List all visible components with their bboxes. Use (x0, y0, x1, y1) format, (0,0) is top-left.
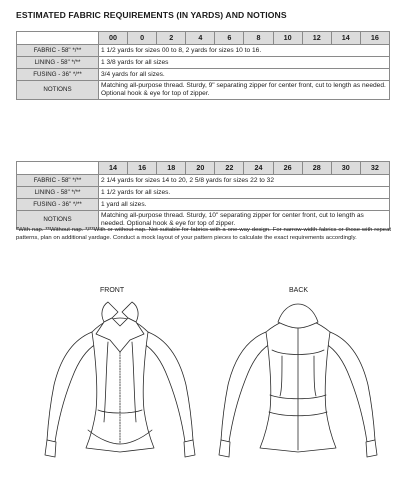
row-text-fabric: 2 1/4 yards for sizes 14 to 20, 2 5/8 yards for sizes 22 to 32 (99, 175, 390, 187)
row-text-notions: Matching all-purpose thread. Sturdy, 10" separating zipper for center front, cut to length as needed. Optional hook & eye for top of zipper. (99, 211, 390, 230)
row-label-lining: LINING - 58" */** (17, 57, 99, 69)
row-label-notions: NOTIONS (17, 81, 99, 100)
row-text-fusing: 3/4 yards for all sizes. (99, 69, 390, 81)
size-cell: 16 (360, 32, 389, 45)
size-cell: 8 (244, 32, 273, 45)
size-cell: 4 (186, 32, 215, 45)
row-label-fabric: FABRIC - 58" */** (17, 45, 99, 57)
row-text-lining: 1 3/8 yards for all sizes (99, 57, 390, 69)
size-cell: 6 (215, 32, 244, 45)
size-cell: 14 (331, 32, 360, 45)
page-title: ESTIMATED FABRIC REQUIREMENTS (IN YARDS) AND NOTIONS (16, 10, 287, 20)
size-cell: 22 (215, 162, 244, 175)
row-text-notions: Matching all-purpose thread. Sturdy, 9" separating zipper for center front, cut to length as needed. Optional hook & eye for top of zipper. (99, 81, 390, 100)
row-label-fusing: FUSING - 36" */** (17, 69, 99, 81)
row-text-fusing: 1 yard all sizes. (99, 199, 390, 211)
jacket-front-view (45, 302, 195, 457)
row-text-lining: 1 1/2 yards for all sizes. (99, 187, 390, 199)
row-label-fusing: FUSING - 36" */** (17, 199, 99, 211)
size-cell: 0 (128, 32, 157, 45)
row-label-notions: NOTIONS (17, 211, 99, 230)
size-cell: 30 (331, 162, 360, 175)
front-view-label: FRONT (100, 287, 125, 294)
size-cell: 24 (244, 162, 273, 175)
size-cell: 14 (99, 162, 128, 175)
size-cell: 18 (157, 162, 186, 175)
size-cell: 00 (99, 32, 128, 45)
size-cell: 20 (186, 162, 215, 175)
nap-note: *With nap. **Without nap. */**With or without nap. Not suitable for fabrics with a one-way design. For narrow-width fabrics or those with repeat patterns, plan on additional yardage. Conduct a mock layout of your pattern pieces to calculate the exact requirements accordingly. (16, 227, 391, 242)
size-cell: 10 (273, 32, 302, 45)
jacket-back-view (219, 304, 377, 457)
size-cell: 2 (157, 32, 186, 45)
back-view-label: BACK (289, 287, 309, 294)
size-cell: 12 (302, 32, 331, 45)
size-cell: 16 (128, 162, 157, 175)
size-cell: 26 (273, 162, 302, 175)
size-cell: 32 (360, 162, 389, 175)
row-label-lining: LINING - 58" */** (17, 187, 99, 199)
row-label-fabric: FABRIC - 58" */** (17, 175, 99, 187)
size-cell: 28 (302, 162, 331, 175)
row-text-fabric: 1 1/2 yards for sizes 00 to 8, 2 yards for sizes 10 to 16. (99, 45, 390, 57)
